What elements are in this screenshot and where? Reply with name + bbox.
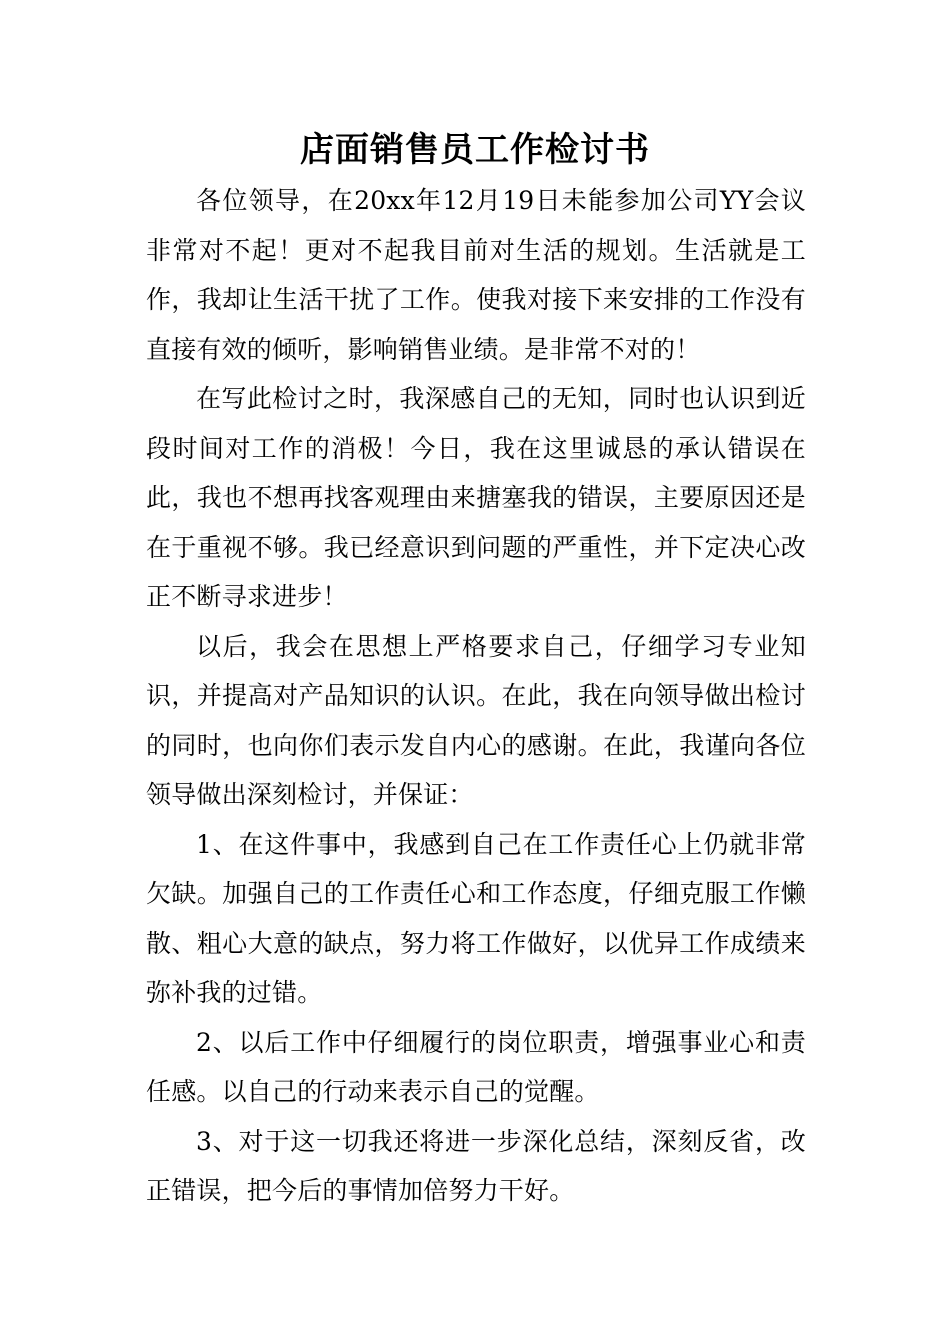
document-body	[146, 176, 806, 1216]
paragraph-reflection: 在写此检讨之时，我深感自己的无知，同时也认识到近段时间对工作的消极！今日，我在这里诚恳的承认错误在此，我也不想再找客观理由来搪塞我的错误，主要原因还是在于重视不够。我已经意识到问题的严重性，并下定决心改正不断寻求进步！	[146, 384, 806, 611]
paragraph-point-2: 2、以后工作中仔细履行的岗位职责，增强事业心和责任感。以自己的行动来表示自己的觉醒。	[146, 1027, 806, 1106]
document-title: 店面销售员工作检讨书	[300, 130, 650, 170]
paragraph-commitment: 以后，我会在思想上严格要求自己，仔细学习专业知识，并提高对产品知识的认识。在此，我在向领导做出检讨的同时，也向你们表示发自内心的感谢。在此，我谨向各位领导做出深刻检讨，并保证：	[146, 631, 806, 809]
paragraph-point-1: 1、在这件事中，我感到自己在工作责任心上仍就非常欠缺。加强自己的工作责任心和工作态度，仔细克服工作懒散、粗心大意的缺点，努力将工作做好，以优异工作成绩来弥补我的过错。	[146, 829, 806, 1007]
paragraph-apology: 各位领导，在20xx年12月19日未能参加公司YY会议非常对不起！更对不起我目前对生活的规划。生活就是工作，我却让生活干扰了工作。使我对接下来安排的工作没有直接有效的倾听，影响销售业绩。是非常不对的！	[146, 186, 806, 364]
paragraph-point-3: 3、对于这一切我还将进一步深化总结，深刻反省，改正错误，把今后的事情加倍努力干好。	[146, 1126, 806, 1205]
